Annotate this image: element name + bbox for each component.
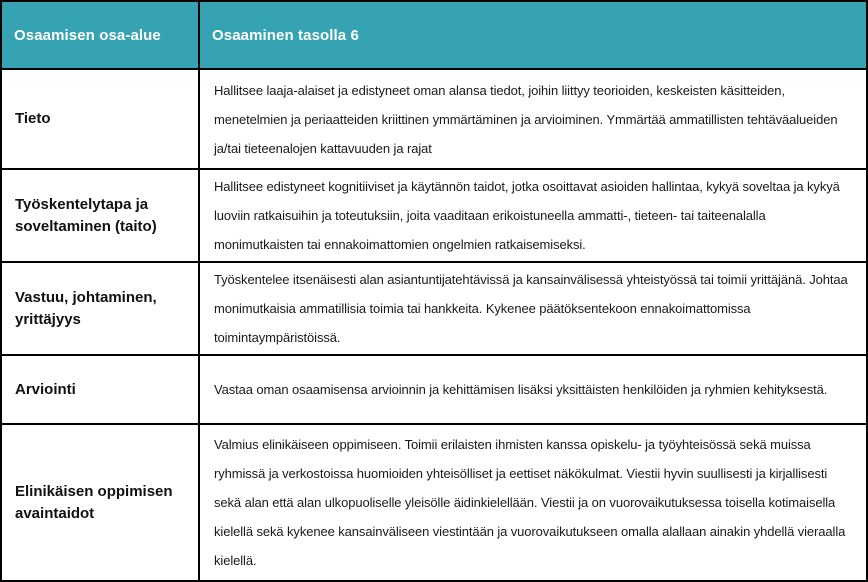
description-cell-vastuu: Työskentelee itsenäisesti alan asiantuntijatehtävissä ja kansainvälisessä yhteistyössä tai toimii yrittäjänä. Johtaa monimutkaisia ammatillisia toimia tai hankkeita. Kykenee päätöksentekoon ennakoimattomissa toimintaympäristöissä. [198, 261, 866, 354]
competence-area-label-elinikainen: Elinikäisen oppimisen avaintaidot [2, 423, 198, 580]
column-header-taso-6: Osaaminen tasolla 6 [198, 2, 866, 68]
column-header-osa-alue: Osaamisen osa-alue [2, 2, 198, 68]
description-cell-elinikainen: Valmius elinikäiseen oppimiseen. Toimii erilaisten ihmisten kanssa opiskelu- ja työyhteisössä sekä muissa ryhmissä ja verkostoissa huomioiden yhteisölliset ja eettiset näkökulmat. Viestii hyvin suullisesti ja kirjallisesti sekä alan että alan ulkopuoliselle yleisölle äidinkielellään. Viestii ja on vuorovaikutuksessa toisella kotimaisella kielellä sekä kykenee kansainväliseen viestintään ja vuorovaikutukseen omalla alallaan ainakin yhdellä vieraalla kielellä. [198, 423, 866, 580]
description-cell-tieto: Hallitsee laaja-alaiset ja edistyneet oman alansa tiedot, joihin liittyy teorioiden, keskeisten käsitteiden, menetelmien ja periaatteiden kriittinen ymmärtäminen ja arvioiminen. Ymmärtää ammatillisten tehtäväalueiden ja/tai tieteenalojen kattavuuden ja rajat [198, 68, 866, 168]
competence-area-label-taito: Työskentelytapa ja soveltaminen (taito) [2, 168, 198, 261]
description-cell-taito: Hallitsee edistyneet kognitiiviset ja käytännön taidot, jotka osoittavat asioiden hallintaa, kykyä soveltaa ja kykyä luoviin ratkaisuihin ja toteutuksiin, joita vaaditaan erikoistuneella ammatti-, tieteen- tai taiteenalalla monimutkaisten tai ennakoimattomien ongelmien ratkaisemiseksi. [198, 168, 866, 261]
competence-area-label-vastuu: Vastuu, johtaminen, yrittäjyys [2, 261, 198, 354]
competence-area-label-arviointi: Arviointi [2, 354, 198, 423]
description-cell-arviointi: Vastaa oman osaamisensa arvioinnin ja kehittämisen lisäksi yksittäisten henkilöiden ja ryhmien kehityksestä. [198, 354, 866, 423]
competence-area-label-tieto: Tieto [2, 68, 198, 168]
